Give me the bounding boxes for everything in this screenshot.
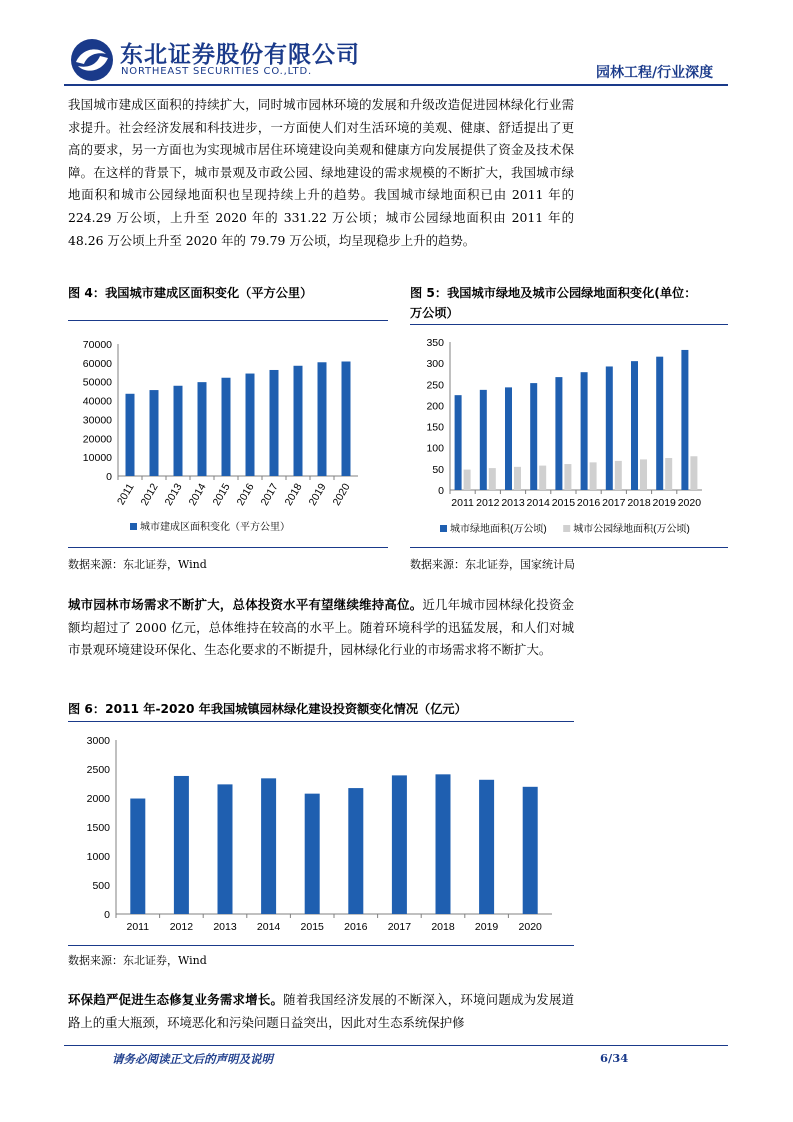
y-tick-label: 2500 <box>86 764 110 776</box>
bar-primary-2011 <box>455 395 462 490</box>
y-tick-label: 100 <box>426 442 444 455</box>
legend-swatch <box>130 523 137 530</box>
y-tick-label: 350 <box>426 337 444 349</box>
bar-primary-2020 <box>342 361 351 476</box>
x-tick-label: 2018 <box>431 921 455 933</box>
bar-primary-2018 <box>436 774 451 914</box>
x-tick-label: 2015 <box>551 497 576 509</box>
page-number: 6/34 <box>600 1051 629 1065</box>
figure-5-title <box>410 283 730 323</box>
bar-primary-2015 <box>305 794 320 914</box>
report-tag: 园林工程/行业深度 <box>596 65 714 81</box>
bar-primary-2016 <box>348 788 363 914</box>
legend-label: 城市建成区面积变化（平方公里） <box>140 522 290 533</box>
figure-6-chart <box>68 726 574 944</box>
bar-primary-2020 <box>681 350 688 490</box>
x-tick-label: 2012 <box>169 921 194 933</box>
x-tick-label: 2017 <box>602 497 626 509</box>
figure-5-rule <box>410 324 728 325</box>
y-tick-label: 0 <box>104 909 110 921</box>
y-tick-label: 250 <box>426 379 444 392</box>
bar-secondary-2016 <box>590 462 597 490</box>
x-tick-label: 2014 <box>526 497 550 509</box>
bar-primary-2016 <box>246 374 255 476</box>
y-tick-label: 2000 <box>86 793 110 805</box>
x-tick-label: 2011 <box>114 481 137 508</box>
x-tick-label: 2013 <box>162 481 185 508</box>
bar-primary-2016 <box>581 372 588 490</box>
x-tick-label: 2013 <box>501 497 525 509</box>
y-tick-label: 500 <box>92 880 110 892</box>
x-tick-label: 2013 <box>213 921 237 933</box>
legend-label: 城市绿地面积(万公顷) <box>450 524 547 535</box>
x-tick-label: 2016 <box>234 481 257 508</box>
bar-secondary-2019 <box>665 458 672 490</box>
bar-primary-2013 <box>218 784 233 914</box>
x-tick-label: 2014 <box>186 481 209 508</box>
x-tick-label: 2014 <box>256 921 281 933</box>
x-tick-label: 2020 <box>330 481 353 508</box>
company-name-en: NORTHEAST SECURITIES CO.,LTD. <box>121 66 312 77</box>
bar-primary-2012 <box>150 390 159 476</box>
bar-secondary-2015 <box>564 464 571 490</box>
bar-primary-2014 <box>261 778 276 914</box>
paragraph-3-lead: 环保趋严促进生态修复业务需求增长。 <box>68 992 284 1007</box>
bar-primary-2018 <box>294 366 303 476</box>
bar-primary-2015 <box>222 378 231 476</box>
y-tick-label: 150 <box>426 421 444 434</box>
figure-4-source: 数据来源：东北证券，Wind <box>68 558 207 571</box>
bar-primary-2019 <box>318 362 327 476</box>
footer-rule <box>64 1045 728 1046</box>
y-tick-label: 30000 <box>82 414 112 427</box>
y-tick-label: 0 <box>106 471 112 483</box>
bar-secondary-2011 <box>464 470 471 490</box>
bar-primary-2013 <box>174 386 183 476</box>
x-tick-label: 2012 <box>138 481 161 508</box>
y-tick-label: 0 <box>438 485 444 497</box>
bar-primary-2014 <box>198 382 207 476</box>
figure-6-rule <box>68 721 574 722</box>
bar-secondary-2018 <box>640 459 647 490</box>
x-tick-label: 2011 <box>126 921 150 933</box>
y-tick-label: 3000 <box>86 735 110 747</box>
bar-primary-2015 <box>555 377 562 490</box>
company-logo <box>70 38 114 82</box>
bar-primary-2017 <box>392 775 407 914</box>
bar-primary-2019 <box>479 780 494 914</box>
paragraph-3-body: 随着我国经济发展的不断深入，环境问题成为发展道路上的重大瓶颈，环境恶化和污染问题日益突出，因此对生态系统保护修 <box>68 992 575 1030</box>
y-tick-label: 1500 <box>86 822 110 834</box>
x-tick-label: 2018 <box>627 497 651 509</box>
bar-primary-2020 <box>523 787 538 914</box>
bar-primary-2017 <box>606 366 613 490</box>
x-tick-label: 2016 <box>344 921 368 933</box>
x-tick-label: 2016 <box>576 497 601 509</box>
paragraph-2 <box>68 594 574 662</box>
bar-primary-2011 <box>126 394 135 476</box>
y-tick-label: 20000 <box>82 433 112 446</box>
bar-secondary-2020 <box>690 456 697 490</box>
x-tick-label: 2017 <box>258 481 281 508</box>
y-tick-label: 10000 <box>82 452 112 465</box>
x-tick-label: 2017 <box>387 921 412 933</box>
x-tick-label: 2019 <box>306 481 329 508</box>
x-tick-label: 2012 <box>476 497 500 509</box>
paragraph-1: 我国城市建成区面积的持续扩大，同时城市园林环境的发展和升级改造促进园林绿化行业需求提升。社会经济发展和科技进步，一方面使人们对生活环境的美观、健康、舒适提出了更高的要求，另一方面也为实现城市居住环境建设向美观和健康方向发展提供了资金及技术保障。在这样的背景下，城市景观及市政公园、绿地建设的需求规模的不断扩大，我国城市绿地面积和城市公园绿地面积也呈现持续上升的趋势。我国城市绿地面积已由 2011 年的 224.29 万公顷，上升至 2020 年的 331.22 万公顷；城市公园绿地面积由 2011 年的 48.26 万公顷上升至 2020 年的 79.79 万公顷，均呈现稳步上升的趋势。 <box>68 97 574 248</box>
y-tick-label: 300 <box>426 358 444 371</box>
paragraph-2-lead: 城市园林市场需求不断扩大，总体投资水平有望继续维持高位。 <box>68 597 423 612</box>
paragraph-3 <box>68 989 574 1034</box>
y-tick-label: 200 <box>426 400 444 413</box>
x-tick-label: 2020 <box>518 921 542 933</box>
footer-disclaimer: 请务必阅读正文后的声明及说明 <box>112 1052 273 1066</box>
y-tick-label: 60000 <box>82 357 112 370</box>
x-tick-label: 2011 <box>451 497 474 509</box>
x-tick-label: 2018 <box>282 481 305 508</box>
y-tick-label: 50000 <box>82 376 112 389</box>
figure-4-title: 图 4：我国城市建成区面积变化（平方公里） <box>68 286 313 300</box>
figure-5-source: 数据来源：东北证券，国家统计局 <box>410 558 575 571</box>
figure-4-chart <box>68 326 388 546</box>
figure-6-bottom-rule <box>68 945 574 946</box>
y-tick-label: 70000 <box>82 339 112 351</box>
bar-secondary-2014 <box>539 466 546 490</box>
y-tick-label: 40000 <box>82 395 112 408</box>
y-tick-label: 50 <box>432 463 444 476</box>
bar-primary-2019 <box>656 357 663 490</box>
bar-primary-2014 <box>530 383 537 490</box>
legend-label: 城市公园绿地面积(万公顷) <box>573 524 690 535</box>
figure-5-title-line1: 图 5：我国城市绿地及城市公园绿地面积变化(单位： <box>410 286 697 300</box>
bar-primary-2018 <box>631 361 638 490</box>
figure-6-title: 图 6：2011 年-2020 年我国城镇园林绿化建设投资额变化情况（亿元） <box>68 702 467 716</box>
header-rule <box>64 84 728 86</box>
figure-5-bottom-rule <box>410 547 728 548</box>
x-tick-label: 2019 <box>474 921 499 933</box>
bar-primary-2012 <box>174 776 189 914</box>
figure-4-rule <box>68 320 388 321</box>
figure-5-chart <box>410 328 730 546</box>
x-tick-label: 2019 <box>652 497 676 509</box>
figure-5-title-line2: 万公顷） <box>410 306 459 320</box>
company-name-cn: 东北证券股份有限公司 <box>120 42 360 68</box>
paragraph-2-body: 近几年城市园林绿化投资金额均超过了 2000 亿元，总体维持在较高的水平上。随着环境科学的迅猛发展，和人们对城市景观环境建设环保化、生态化要求的不断提升，园林绿化行业的市场需求将不断扩大。 <box>68 597 575 658</box>
legend-swatch <box>440 525 447 532</box>
bar-primary-2017 <box>270 370 279 476</box>
bar-primary-2012 <box>480 390 487 490</box>
bar-secondary-2012 <box>489 468 496 490</box>
x-tick-label: 2020 <box>677 497 702 509</box>
x-tick-label: 2015 <box>210 481 233 508</box>
x-tick-label: 2015 <box>300 921 324 933</box>
legend-swatch <box>563 525 570 532</box>
bar-secondary-2017 <box>615 461 622 490</box>
figure-4-bottom-rule <box>68 547 388 548</box>
company-logo-icon <box>70 38 114 82</box>
bar-secondary-2013 <box>514 467 521 490</box>
figure-6-source: 数据来源：东北证券，Wind <box>68 954 207 967</box>
bar-primary-2013 <box>505 387 512 490</box>
y-tick-label: 1000 <box>86 851 110 863</box>
bar-primary-2011 <box>130 799 145 914</box>
